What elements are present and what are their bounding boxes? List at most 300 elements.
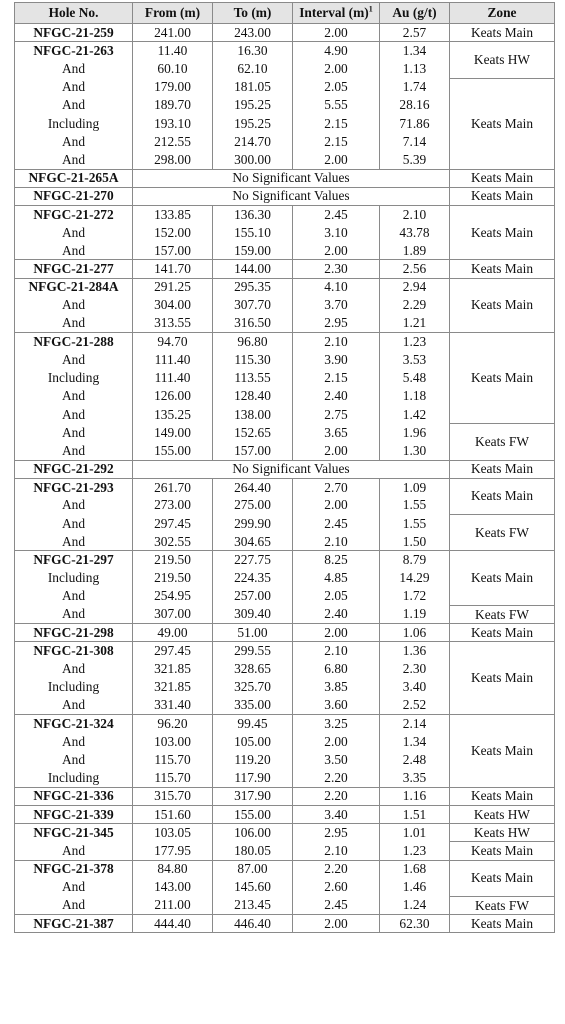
- cell-au: 1.42: [380, 405, 450, 423]
- cell-interval: 3.50: [293, 751, 380, 769]
- table-row: [15, 824, 555, 842]
- cell-hole-no: Including: [15, 769, 133, 787]
- cell-to: 113.55: [213, 369, 293, 387]
- table-row: [15, 806, 555, 824]
- cell-from: 298.00: [133, 151, 213, 169]
- cell-to: 152.65: [213, 424, 293, 442]
- cell-au: 1.13: [380, 60, 450, 78]
- table-body: [15, 24, 555, 933]
- cell-from: 331.40: [133, 696, 213, 714]
- cell-interval: 2.40: [293, 387, 380, 405]
- cell-interval: 2.05: [293, 78, 380, 96]
- cell-from: 297.45: [133, 515, 213, 533]
- cell-au: 28.16: [380, 96, 450, 114]
- cell-hole-no: And: [15, 242, 133, 260]
- cell-to: 117.90: [213, 769, 293, 787]
- cell-au: 1.46: [380, 878, 450, 896]
- cell-interval: 4.85: [293, 569, 380, 587]
- cell-au: 1.50: [380, 533, 450, 551]
- header-interval-label: Interval (m): [299, 5, 369, 20]
- cell-from: 321.85: [133, 660, 213, 678]
- cell-zone: Keats Main: [450, 624, 555, 642]
- cell-au: 1.51: [380, 806, 450, 824]
- cell-from: 126.00: [133, 387, 213, 405]
- cell-hole-no: And: [15, 696, 133, 714]
- cell-zone: Keats Main: [450, 860, 555, 896]
- cell-to: 155.10: [213, 224, 293, 242]
- cell-hole-no: NFGC-21-265A: [15, 169, 133, 187]
- cell-interval: 3.85: [293, 678, 380, 696]
- table-row: [15, 260, 555, 278]
- cell-hole-no: And: [15, 897, 133, 915]
- cell-from: 307.00: [133, 606, 213, 624]
- cell-zone: Keats Main: [450, 478, 555, 514]
- cell-interval: 2.00: [293, 442, 380, 460]
- cell-from: 189.70: [133, 96, 213, 114]
- cell-from: 115.70: [133, 751, 213, 769]
- cell-interval: 2.75: [293, 405, 380, 423]
- cell-to: 304.65: [213, 533, 293, 551]
- cell-au: 62.30: [380, 915, 450, 933]
- cell-interval: 2.20: [293, 787, 380, 805]
- cell-interval: 5.55: [293, 96, 380, 114]
- cell-to: 195.25: [213, 114, 293, 132]
- cell-zone: Keats Main: [450, 24, 555, 42]
- cell-au: 2.94: [380, 278, 450, 296]
- cell-to: 87.00: [213, 860, 293, 878]
- table-row: [15, 333, 555, 351]
- table-row: [15, 478, 555, 496]
- cell-from: 155.00: [133, 442, 213, 460]
- cell-to: 243.00: [213, 24, 293, 42]
- cell-interval: 3.65: [293, 424, 380, 442]
- cell-interval: 3.10: [293, 224, 380, 242]
- header-hole-no: Hole No.: [15, 3, 133, 24]
- cell-to: 307.70: [213, 296, 293, 314]
- cell-zone: Keats Main: [450, 787, 555, 805]
- cell-to: 275.00: [213, 496, 293, 514]
- cell-from: 149.00: [133, 424, 213, 442]
- cell-to: 145.60: [213, 878, 293, 896]
- cell-from: 111.40: [133, 369, 213, 387]
- cell-from: 60.10: [133, 60, 213, 78]
- cell-hole-no: NFGC-21-298: [15, 624, 133, 642]
- cell-to: 325.70: [213, 678, 293, 696]
- cell-hole-no: And: [15, 315, 133, 333]
- cell-interval: 2.30: [293, 260, 380, 278]
- cell-hole-no: And: [15, 133, 133, 151]
- cell-from: 143.00: [133, 878, 213, 896]
- cell-au: 3.53: [380, 351, 450, 369]
- cell-au: 1.06: [380, 624, 450, 642]
- cell-hole-no: NFGC-21-297: [15, 551, 133, 569]
- table-header: [15, 3, 555, 24]
- cell-to: 335.00: [213, 696, 293, 714]
- cell-interval: 2.20: [293, 860, 380, 878]
- cell-to: 213.45: [213, 897, 293, 915]
- cell-au: 2.30: [380, 660, 450, 678]
- cell-au: 7.14: [380, 133, 450, 151]
- cell-zone: Keats FW: [450, 424, 555, 460]
- cell-interval: 2.10: [293, 533, 380, 551]
- cell-zone: Keats Main: [450, 169, 555, 187]
- cell-hole-no: And: [15, 60, 133, 78]
- cell-au: 1.96: [380, 424, 450, 442]
- header-interval-footnote: 1: [368, 4, 373, 14]
- cell-from: 291.25: [133, 278, 213, 296]
- cell-interval: 2.00: [293, 733, 380, 751]
- cell-from: 151.60: [133, 806, 213, 824]
- cell-from: 135.25: [133, 405, 213, 423]
- cell-zone: Keats FW: [450, 606, 555, 624]
- cell-hole-no: NFGC-21-308: [15, 642, 133, 660]
- cell-hole-no: And: [15, 405, 133, 423]
- cell-zone: Keats Main: [450, 642, 555, 715]
- assay-table-container: [14, 2, 555, 933]
- cell-from: 103.00: [133, 733, 213, 751]
- cell-au: 1.30: [380, 442, 450, 460]
- cell-interval: 2.10: [293, 333, 380, 351]
- cell-from: 152.00: [133, 224, 213, 242]
- cell-to: 227.75: [213, 551, 293, 569]
- cell-au: 2.48: [380, 751, 450, 769]
- cell-hole-no: NFGC-21-292: [15, 460, 133, 478]
- cell-to: 195.25: [213, 96, 293, 114]
- cell-to: 316.50: [213, 315, 293, 333]
- cell-au: 1.55: [380, 496, 450, 514]
- cell-from: 111.40: [133, 351, 213, 369]
- cell-interval: 2.15: [293, 114, 380, 132]
- cell-hole-no: NFGC-21-345: [15, 824, 133, 842]
- cell-hole-no: And: [15, 660, 133, 678]
- cell-from: 103.05: [133, 824, 213, 842]
- table-row: [15, 624, 555, 642]
- cell-zone: Keats Main: [450, 460, 555, 478]
- cell-from: 133.85: [133, 205, 213, 223]
- cell-hole-no: NFGC-21-293: [15, 478, 133, 496]
- table-row: [15, 78, 555, 96]
- cell-to: 157.00: [213, 442, 293, 460]
- cell-hole-no: Including: [15, 369, 133, 387]
- cell-hole-no: Including: [15, 114, 133, 132]
- cell-to: 106.00: [213, 824, 293, 842]
- cell-hole-no: NFGC-21-387: [15, 915, 133, 933]
- cell-interval: 8.25: [293, 551, 380, 569]
- cell-au: 1.34: [380, 733, 450, 751]
- cell-hole-no: Including: [15, 569, 133, 587]
- cell-au: 1.68: [380, 860, 450, 878]
- cell-to: 159.00: [213, 242, 293, 260]
- cell-interval: 2.45: [293, 897, 380, 915]
- cell-from: 219.50: [133, 569, 213, 587]
- cell-zone: Keats FW: [450, 515, 555, 551]
- cell-hole-no: And: [15, 387, 133, 405]
- cell-hole-no: And: [15, 751, 133, 769]
- cell-zone: Keats Main: [450, 915, 555, 933]
- cell-from: 212.55: [133, 133, 213, 151]
- cell-hole-no: NFGC-21-272: [15, 205, 133, 223]
- cell-to: 138.00: [213, 405, 293, 423]
- cell-from: 241.00: [133, 24, 213, 42]
- cell-to: 257.00: [213, 587, 293, 605]
- cell-au: 1.23: [380, 333, 450, 351]
- cell-interval: 2.70: [293, 478, 380, 496]
- cell-to: 128.40: [213, 387, 293, 405]
- cell-au: 14.29: [380, 569, 450, 587]
- cell-to: 105.00: [213, 733, 293, 751]
- header-from: From (m): [133, 3, 213, 24]
- header-interval: [293, 3, 380, 24]
- cell-from: 444.40: [133, 915, 213, 933]
- cell-hole-no: And: [15, 733, 133, 751]
- cell-hole-no: And: [15, 496, 133, 514]
- cell-interval: 2.00: [293, 24, 380, 42]
- cell-interval: 2.00: [293, 60, 380, 78]
- cell-interval: 2.95: [293, 315, 380, 333]
- cell-zone: Keats Main: [450, 333, 555, 424]
- cell-au: 1.18: [380, 387, 450, 405]
- cell-au: 1.72: [380, 587, 450, 605]
- cell-to: 51.00: [213, 624, 293, 642]
- cell-to: 309.40: [213, 606, 293, 624]
- cell-au: 3.40: [380, 678, 450, 696]
- cell-interval: 2.45: [293, 205, 380, 223]
- cell-no-values-note: No Significant Values: [133, 169, 450, 187]
- cell-hole-no: And: [15, 424, 133, 442]
- cell-interval: 4.90: [293, 42, 380, 60]
- cell-interval: 2.60: [293, 878, 380, 896]
- header-au: Au (g/t): [380, 3, 450, 24]
- cell-interval: 2.15: [293, 369, 380, 387]
- cell-to: 181.05: [213, 78, 293, 96]
- table-row: [15, 515, 555, 533]
- cell-to: 144.00: [213, 260, 293, 278]
- cell-no-values-note: No Significant Values: [133, 187, 450, 205]
- cell-interval: 2.15: [293, 133, 380, 151]
- table-row: [15, 860, 555, 878]
- cell-to: 328.65: [213, 660, 293, 678]
- cell-to: 96.80: [213, 333, 293, 351]
- cell-interval: 6.80: [293, 660, 380, 678]
- cell-hole-no: NFGC-21-270: [15, 187, 133, 205]
- cell-hole-no: And: [15, 296, 133, 314]
- cell-au: 1.24: [380, 897, 450, 915]
- cell-au: 1.09: [380, 478, 450, 496]
- cell-interval: 3.70: [293, 296, 380, 314]
- cell-hole-no: And: [15, 442, 133, 460]
- cell-to: 99.45: [213, 715, 293, 733]
- cell-hole-no: And: [15, 587, 133, 605]
- cell-from: 261.70: [133, 478, 213, 496]
- cell-au: 1.74: [380, 78, 450, 96]
- cell-interval: 4.10: [293, 278, 380, 296]
- cell-au: 1.19: [380, 606, 450, 624]
- cell-hole-no: NFGC-21-336: [15, 787, 133, 805]
- cell-hole-no: And: [15, 78, 133, 96]
- cell-from: 313.55: [133, 315, 213, 333]
- cell-zone: Keats Main: [450, 842, 555, 860]
- cell-au: 5.48: [380, 369, 450, 387]
- table-row: [15, 169, 555, 187]
- cell-interval: 2.10: [293, 842, 380, 860]
- cell-interval: 2.40: [293, 606, 380, 624]
- cell-interval: 2.00: [293, 915, 380, 933]
- cell-hole-no: And: [15, 515, 133, 533]
- cell-hole-no: And: [15, 533, 133, 551]
- cell-from: 115.70: [133, 769, 213, 787]
- cell-zone: Keats Main: [450, 278, 555, 333]
- cell-hole-no: And: [15, 96, 133, 114]
- cell-from: 96.20: [133, 715, 213, 733]
- cell-from: 177.95: [133, 842, 213, 860]
- cell-from: 94.70: [133, 333, 213, 351]
- cell-to: 115.30: [213, 351, 293, 369]
- cell-from: 219.50: [133, 551, 213, 569]
- table-row: [15, 278, 555, 296]
- cell-interval: 3.90: [293, 351, 380, 369]
- cell-au: 71.86: [380, 114, 450, 132]
- cell-from: 157.00: [133, 242, 213, 260]
- cell-au: 1.36: [380, 642, 450, 660]
- header-zone: Zone: [450, 3, 555, 24]
- cell-hole-no: Including: [15, 678, 133, 696]
- cell-hole-no: And: [15, 351, 133, 369]
- table-row: [15, 24, 555, 42]
- cell-au: 2.29: [380, 296, 450, 314]
- cell-to: 317.90: [213, 787, 293, 805]
- cell-to: 180.05: [213, 842, 293, 860]
- cell-zone: Keats Main: [450, 187, 555, 205]
- cell-au: 5.39: [380, 151, 450, 169]
- cell-from: 321.85: [133, 678, 213, 696]
- table-row: [15, 642, 555, 660]
- table-row: [15, 915, 555, 933]
- table-row: [15, 715, 555, 733]
- table-row: [15, 606, 555, 624]
- cell-to: 446.40: [213, 915, 293, 933]
- cell-hole-no: NFGC-21-378: [15, 860, 133, 878]
- cell-au: 2.10: [380, 205, 450, 223]
- table-row: [15, 424, 555, 442]
- header-to: To (m): [213, 3, 293, 24]
- cell-from: 11.40: [133, 42, 213, 60]
- cell-hole-no: NFGC-21-339: [15, 806, 133, 824]
- cell-to: 62.10: [213, 60, 293, 78]
- cell-au: 1.16: [380, 787, 450, 805]
- cell-hole-no: And: [15, 878, 133, 896]
- cell-hole-no: And: [15, 606, 133, 624]
- cell-zone: Keats HW: [450, 806, 555, 824]
- cell-interval: 2.10: [293, 642, 380, 660]
- cell-interval: 3.60: [293, 696, 380, 714]
- cell-to: 214.70: [213, 133, 293, 151]
- table-row: [15, 842, 555, 860]
- cell-from: 297.45: [133, 642, 213, 660]
- cell-hole-no: NFGC-21-277: [15, 260, 133, 278]
- cell-zone: Keats FW: [450, 897, 555, 915]
- assay-results-table: [14, 2, 555, 933]
- cell-hole-no: NFGC-21-259: [15, 24, 133, 42]
- cell-from: 141.70: [133, 260, 213, 278]
- cell-au: 43.78: [380, 224, 450, 242]
- cell-interval: 2.00: [293, 624, 380, 642]
- cell-from: 49.00: [133, 624, 213, 642]
- cell-au: 1.34: [380, 42, 450, 60]
- cell-au: 2.14: [380, 715, 450, 733]
- cell-interval: 2.00: [293, 242, 380, 260]
- cell-hole-no: And: [15, 224, 133, 242]
- cell-hole-no: NFGC-21-263: [15, 42, 133, 60]
- cell-no-values-note: No Significant Values: [133, 460, 450, 478]
- cell-zone: Keats HW: [450, 824, 555, 842]
- cell-au: 1.01: [380, 824, 450, 842]
- table-row: [15, 551, 555, 569]
- cell-au: 2.57: [380, 24, 450, 42]
- cell-to: 264.40: [213, 478, 293, 496]
- cell-from: 302.55: [133, 533, 213, 551]
- table-row: [15, 42, 555, 60]
- table-row: [15, 187, 555, 205]
- cell-hole-no: And: [15, 151, 133, 169]
- cell-to: 155.00: [213, 806, 293, 824]
- cell-to: 295.35: [213, 278, 293, 296]
- cell-to: 16.30: [213, 42, 293, 60]
- cell-au: 2.56: [380, 260, 450, 278]
- cell-zone: Keats HW: [450, 42, 555, 78]
- cell-hole-no: And: [15, 842, 133, 860]
- cell-from: 254.95: [133, 587, 213, 605]
- table-row: [15, 205, 555, 223]
- cell-au: 1.23: [380, 842, 450, 860]
- cell-interval: 3.25: [293, 715, 380, 733]
- cell-au: 3.35: [380, 769, 450, 787]
- cell-to: 224.35: [213, 569, 293, 587]
- cell-au: 1.55: [380, 515, 450, 533]
- cell-interval: 2.45: [293, 515, 380, 533]
- cell-interval: 2.05: [293, 587, 380, 605]
- cell-au: 2.52: [380, 696, 450, 714]
- cell-from: 84.80: [133, 860, 213, 878]
- cell-to: 119.20: [213, 751, 293, 769]
- cell-hole-no: NFGC-21-288: [15, 333, 133, 351]
- cell-from: 211.00: [133, 897, 213, 915]
- cell-hole-no: NFGC-21-284A: [15, 278, 133, 296]
- cell-au: 8.79: [380, 551, 450, 569]
- table-row: [15, 897, 555, 915]
- cell-zone: Keats Main: [450, 551, 555, 606]
- table-row: [15, 460, 555, 478]
- table-row: [15, 787, 555, 805]
- cell-zone: Keats Main: [450, 205, 555, 260]
- cell-to: 299.90: [213, 515, 293, 533]
- cell-interval: 2.20: [293, 769, 380, 787]
- cell-hole-no: NFGC-21-324: [15, 715, 133, 733]
- cell-au: 1.89: [380, 242, 450, 260]
- cell-from: 315.70: [133, 787, 213, 805]
- cell-interval: 2.00: [293, 496, 380, 514]
- cell-au: 1.21: [380, 315, 450, 333]
- cell-from: 304.00: [133, 296, 213, 314]
- cell-to: 300.00: [213, 151, 293, 169]
- cell-from: 273.00: [133, 496, 213, 514]
- header-row: [15, 3, 555, 24]
- cell-zone: Keats Main: [450, 78, 555, 169]
- cell-zone: Keats Main: [450, 715, 555, 788]
- cell-interval: 3.40: [293, 806, 380, 824]
- cell-to: 136.30: [213, 205, 293, 223]
- cell-interval: 2.00: [293, 151, 380, 169]
- cell-from: 179.00: [133, 78, 213, 96]
